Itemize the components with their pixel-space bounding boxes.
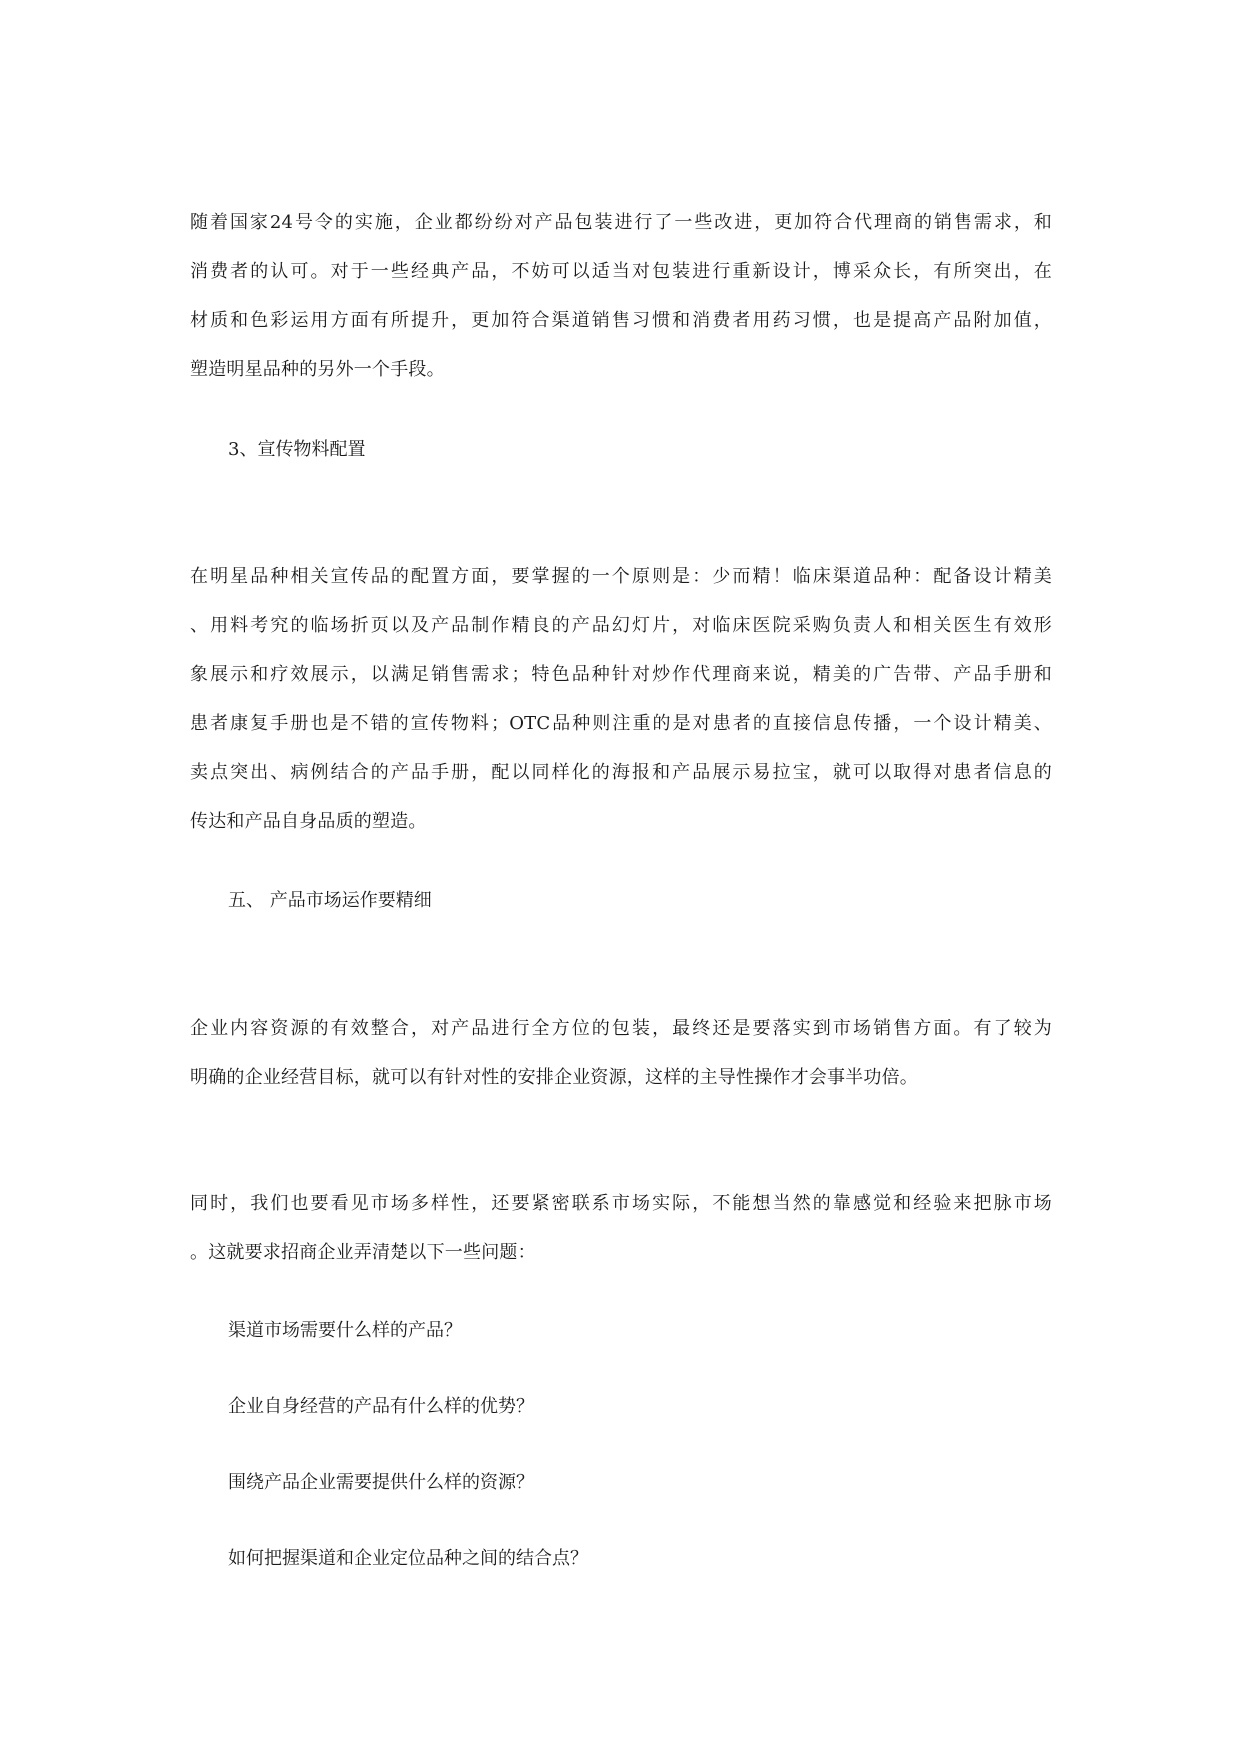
paragraph-packaging <box>190 198 1052 394</box>
section-heading-market-operation: 五、 产品市场运作要精细 <box>228 890 432 911</box>
paragraph-line: 消费者的认可。对于一些经典产品，不妨可以适当对包装进行重新设计，博采众长，有所突出，在 <box>190 261 1052 282</box>
paragraph-line: 、用料考究的临场折页以及产品制作精良的产品幻灯片，对临床医院采购负责人和相关医生有效形 <box>190 615 1052 636</box>
paragraph-line: 。这就要求招商企业弄清楚以下一些问题： <box>190 1242 536 1263</box>
paragraph-line: 卖点突出、病例结合的产品手册，配以同样化的海报和产品展示易拉宝，就可以取得对患者信息的 <box>190 762 1052 783</box>
question-item: 渠道市场需要什么样的产品？ <box>228 1320 462 1341</box>
paragraph-line: 同时，我们也要看见市场多样性，还要紧密联系市场实际，不能想当然的靠感觉和经验来把脉市场 <box>190 1193 1052 1214</box>
paragraph-line: 在明星品种相关宣传品的配置方面，要掌握的一个原则是：少而精！临床渠道品种：配备设计精美 <box>190 566 1052 587</box>
paragraph-line: 随着国家24号令的实施，企业都纷纷对产品包装进行了一些改进，更加符合代理商的销售需求，和 <box>190 212 1052 233</box>
question-item: 企业自身经营的产品有什么样的优势？ <box>228 1396 534 1417</box>
paragraph-promo-materials <box>190 552 1052 846</box>
paragraph-line: 企业内容资源的有效整合，对产品进行全方位的包装，最终还是要落实到市场销售方面。有了较为 <box>190 1018 1052 1039</box>
paragraph-resource-integration <box>190 1004 1052 1102</box>
paragraph-line: 象展示和疗效展示，以满足销售需求；特色品种针对炒作代理商来说，精美的广告带、产品手册和 <box>190 664 1052 685</box>
paragraph-line: 塑造明星品种的另外一个手段。 <box>190 359 445 380</box>
question-item: 如何把握渠道和企业定位品种之间的结合点？ <box>228 1548 588 1569</box>
section-heading-promo-materials: 3、宣传物料配置 <box>228 439 366 460</box>
paragraph-line: 传达和产品自身品质的塑造。 <box>190 811 427 832</box>
paragraph-line: 材质和色彩运用方面有所提升，更加符合渠道销售习惯和消费者用药习惯，也是提高产品附加值， <box>190 310 1052 331</box>
paragraph-line: 患者康复手册也是不错的宣传物料；OTC品种则注重的是对患者的直接信息传播，一个设计精美、 <box>190 713 1052 734</box>
question-item: 围绕产品企业需要提供什么样的资源？ <box>228 1472 534 1493</box>
paragraph-line: 明确的企业经营目标，就可以有针对性的安排企业资源，这样的主导性操作才会事半功倍。 <box>190 1067 918 1088</box>
paragraph-market-diversity <box>190 1179 1052 1277</box>
